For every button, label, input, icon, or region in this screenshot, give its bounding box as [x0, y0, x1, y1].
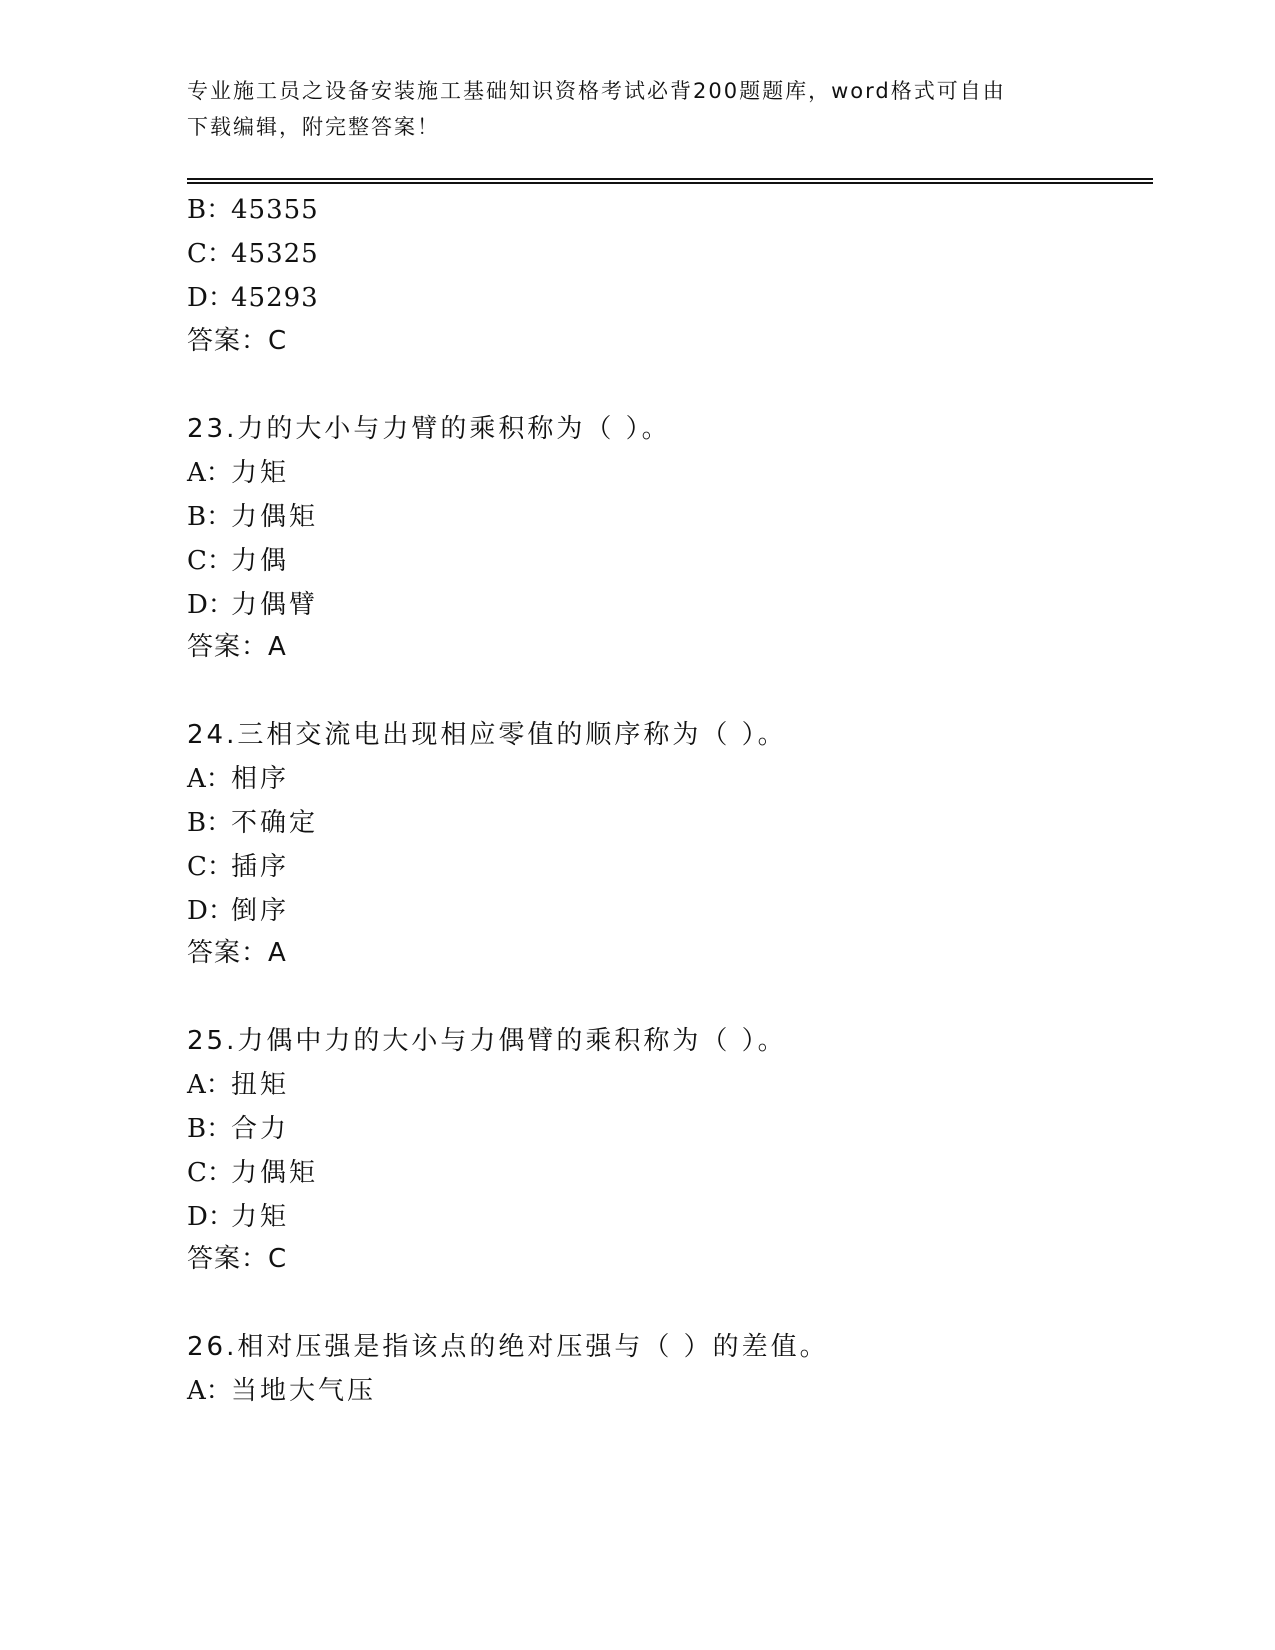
option-text: 力偶矩 [231, 1158, 319, 1188]
option-b [187, 193, 319, 227]
option-a [187, 1068, 289, 1102]
option-text: 力矩 [231, 1202, 290, 1232]
option-text: 倒序 [231, 896, 290, 926]
option-text: 45355 [231, 195, 319, 225]
option-label: C： [187, 546, 233, 576]
option-label: C： [187, 1158, 233, 1188]
option-c [187, 544, 289, 578]
option-text: 力偶 [231, 546, 290, 576]
option-a [187, 762, 289, 796]
option-label: B： [187, 195, 233, 225]
answer-line: 答案：A [187, 938, 287, 968]
option-label: A： [187, 1070, 232, 1100]
question-text: 25.力偶中力的大小与力偶臂的乘积称为（ ）。 [187, 1026, 787, 1056]
header-line-2: 下载编辑，附完整答案！ [187, 115, 440, 139]
option-d [187, 894, 289, 928]
option-a [187, 456, 289, 490]
option-label: B： [187, 502, 233, 532]
option-c [187, 1156, 318, 1190]
answer-line: 答案：C [187, 326, 288, 356]
option-label: C： [187, 239, 233, 269]
option-c [187, 850, 289, 884]
option-c [187, 237, 319, 271]
option-d [187, 281, 319, 315]
option-b [187, 500, 318, 534]
option-b [187, 1112, 289, 1146]
option-text: 力偶臂 [231, 590, 319, 620]
option-text: 力偶矩 [231, 502, 319, 532]
question-text: 24.三相交流电出现相应零值的顺序称为（ ）。 [187, 720, 787, 750]
option-label: B： [187, 808, 233, 838]
option-label: D： [187, 896, 234, 926]
document-header [187, 73, 1087, 145]
option-label: A： [187, 458, 232, 488]
header-line-1: 专业施工员之设备安装施工基础知识资格考试必背200题题库，word格式可自由 [187, 79, 1006, 103]
header-divider-bottom [187, 182, 1153, 184]
question-text: 23.力的大小与力臂的乘积称为（ ）。 [187, 414, 671, 444]
option-label: D： [187, 283, 234, 313]
option-d [187, 588, 318, 622]
answer-line: 答案：C [187, 1244, 288, 1274]
option-text: 不确定 [231, 808, 319, 838]
option-text: 相序 [231, 764, 290, 794]
option-d [187, 1200, 289, 1234]
option-label: D： [187, 590, 234, 620]
option-text: 扭矩 [231, 1070, 290, 1100]
option-text: 合力 [231, 1114, 290, 1144]
option-label: D： [187, 1202, 234, 1232]
option-b [187, 806, 318, 840]
header-divider-top [187, 178, 1153, 180]
option-label: C： [187, 852, 233, 882]
option-text: 插序 [231, 852, 290, 882]
question-text: 26.相对压强是指该点的绝对压强与（ ）的差值。 [187, 1332, 829, 1362]
option-label: A： [187, 764, 232, 794]
option-label: B： [187, 1114, 233, 1144]
option-text: 当地大气压 [231, 1376, 377, 1406]
option-text: 45325 [231, 239, 319, 269]
option-a [187, 1374, 376, 1408]
option-text: 45293 [231, 283, 319, 313]
option-text: 力矩 [231, 458, 290, 488]
option-label: A： [187, 1376, 232, 1406]
answer-line: 答案：A [187, 632, 287, 662]
